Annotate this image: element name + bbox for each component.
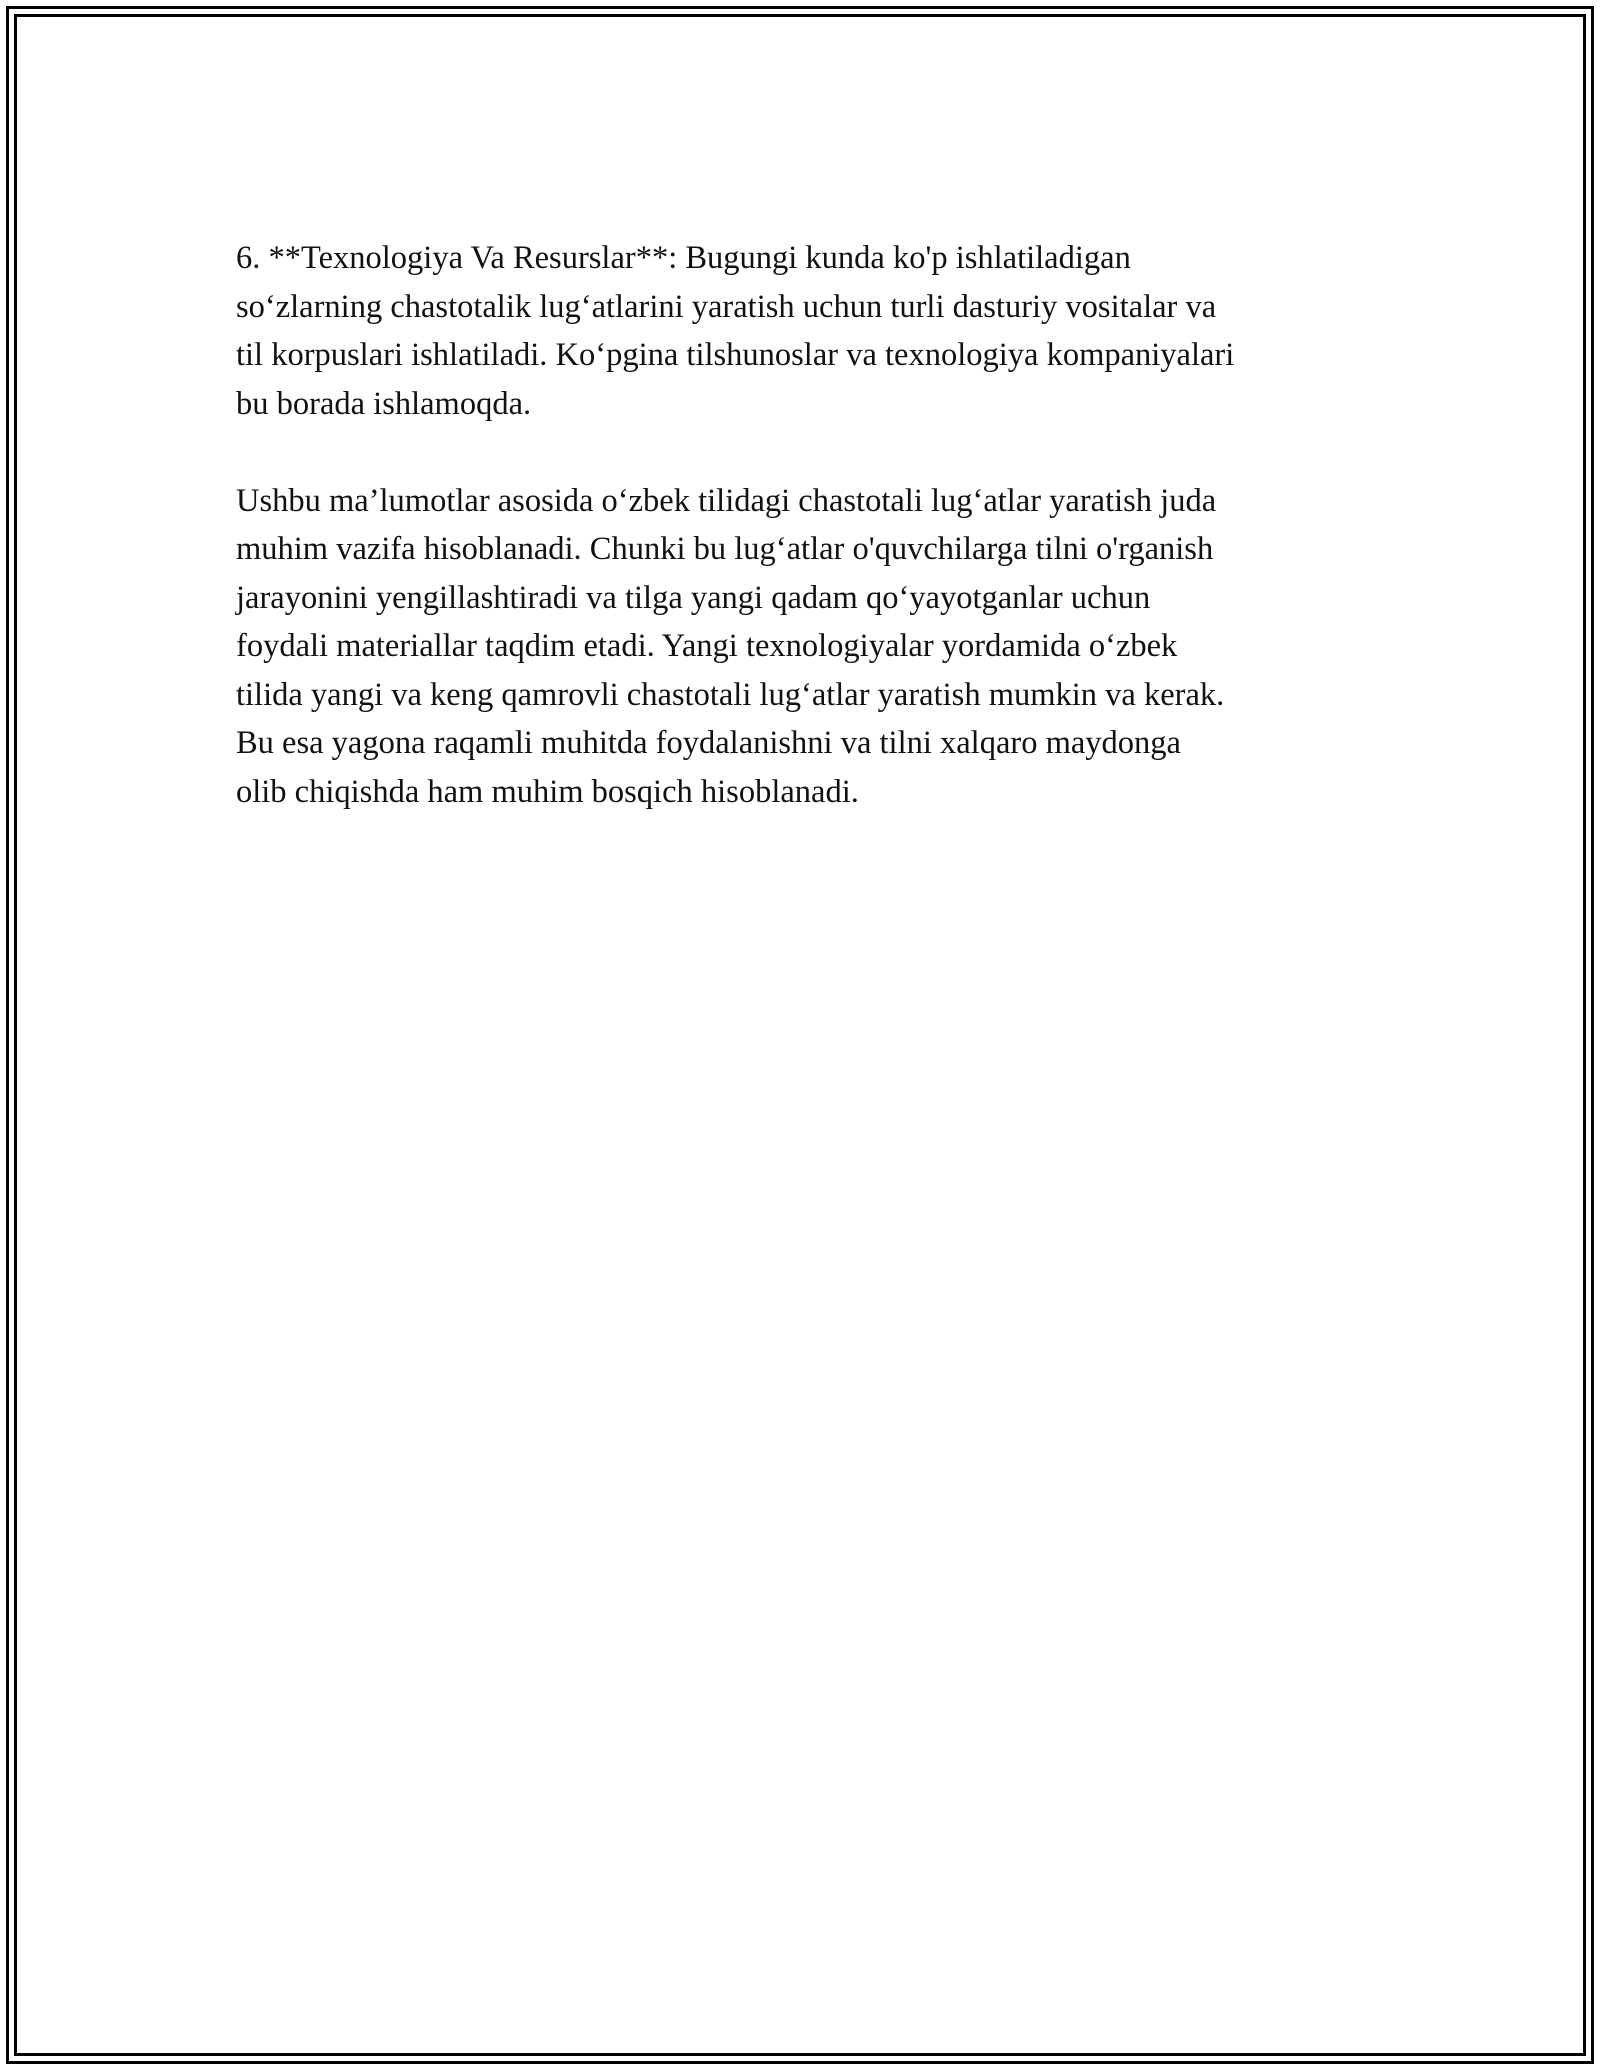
text-line: jarayonini yengillashtiradi va tilga yangi qadam qo‘yayotganlar uchun xyxy=(236,579,1151,616)
paragraph-technology-resources xyxy=(236,234,1376,428)
text-line: muhim vazifa hisoblanadi. Chunki bu lug‘atlar o'quvchilarga tilni o'rganish xyxy=(236,531,1214,567)
text-line: Bu esa yagona raqamli muhitda foydalanishni va tilni xalqaro maydonga xyxy=(236,725,1181,761)
text-line: 6. **Texnologiya Va Resurslar**: Bugungi kunda ko'p ishlatiladigan xyxy=(236,240,1131,276)
text-line: bu borada ishlamoqda. xyxy=(236,385,532,422)
text-line: olib chiqishda ham muhim bosqich hisoblanadi. xyxy=(236,773,859,810)
paragraph-conclusion xyxy=(236,477,1376,817)
text-line: so‘zlarning chastotalik lug‘atlarini yaratish uchun turli dasturiy vositalar va xyxy=(236,288,1217,325)
document-body xyxy=(236,234,1376,816)
text-line: Ushbu ma’lumotlar asosida o‘zbek tilidagi chastotali lug‘atlar yaratish juda xyxy=(236,482,1217,519)
text-line: tilida yangi va keng qamrovli chastotali lug‘atlar yaratish mumkin va kerak. xyxy=(236,676,1225,713)
text-line: til korpuslari ishlatiladi. Ko‘pgina tilshunoslar va texnologiya kompaniyalari xyxy=(236,337,1235,373)
text-line: foydali materiallar taqdim etadi. Yangi texnologiyalar yordamida o‘zbek xyxy=(236,628,1178,664)
